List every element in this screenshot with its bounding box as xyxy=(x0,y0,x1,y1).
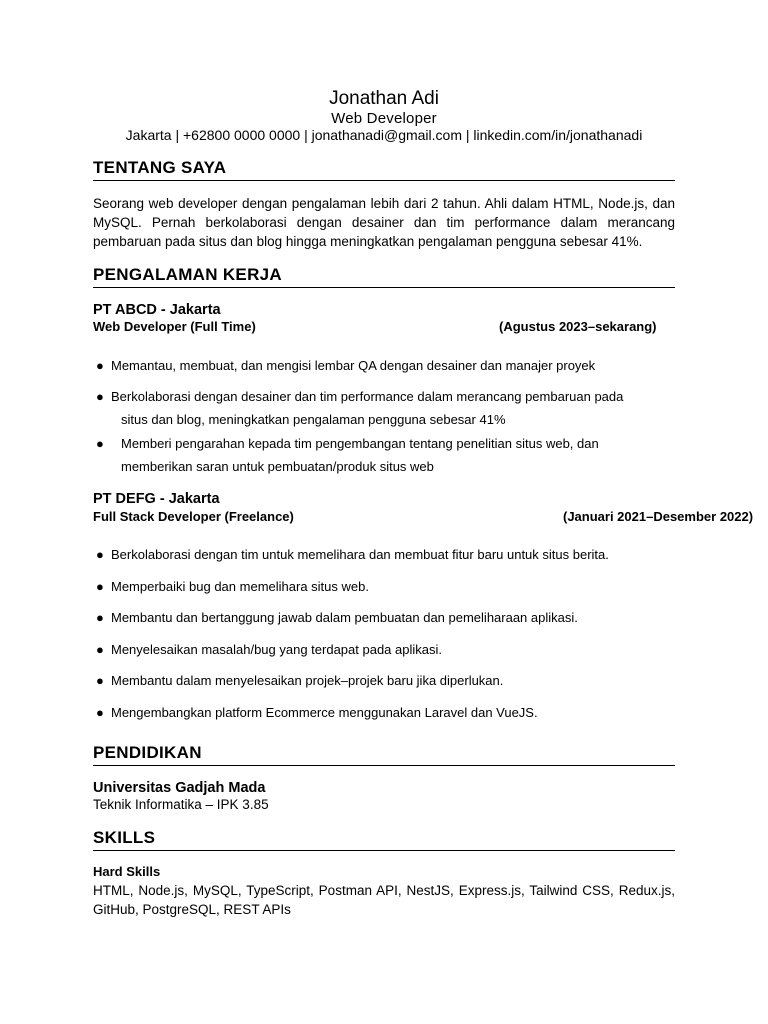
list-item: ● Memperbaiki bug dan memelihara situs web. xyxy=(96,575,369,598)
list-item: ● Berkolaborasi dengan tim untuk memelihara dan membuat fitur baru untuk situs berita. xyxy=(96,543,609,566)
job-position: Full Stack Developer (Freelance) xyxy=(93,509,294,524)
skills-list: HTML, Node.js, MySQL, TypeScript, Postman API, NestJS, Express.js, Tailwind CSS, Redux.js, GitHub, PostgreSQL, REST APIs xyxy=(93,883,675,917)
bullet-icon: ● xyxy=(96,642,104,657)
bullet-icon: ● xyxy=(96,389,104,404)
section-divider xyxy=(93,850,675,851)
section-title-experience: PENGALAMAN KERJA xyxy=(93,265,282,284)
list-item-continuation: situs dan blog, meningkatkan pengalaman pengguna sebesar 41% xyxy=(121,412,506,427)
job-period: (Agustus 2023–sekarang) xyxy=(499,319,657,334)
contact-info: Jakarta | +62800 0000 0000 | jonathanadi@gmail.com | linkedin.com/in/jonathanadi xyxy=(125,127,643,143)
list-item: ● Memantau, membuat, dan mengisi lembar QA dengan desainer dan manajer proyek xyxy=(96,354,595,377)
bullet-icon: ● xyxy=(96,436,104,451)
resume-name: Jonathan Adi xyxy=(329,88,439,109)
job-company: PT ABCD - Jakarta xyxy=(93,302,221,318)
list-item-continuation: memberikan saran untuk pembuatan/produk situs web xyxy=(121,459,434,474)
list-item: ● Membantu dan bertanggung jawab dalam pembuatan dan pemeliharaan aplikasi. xyxy=(96,606,578,629)
section-divider xyxy=(93,180,675,181)
skills-subtitle: Hard Skills xyxy=(93,864,161,879)
section-title-about: TENTANG SAYA xyxy=(93,158,227,177)
bullet-icon: ● xyxy=(96,579,104,594)
section-title-education: PENDIDIKAN xyxy=(93,743,202,762)
section-title-skills: SKILLS xyxy=(93,828,156,847)
list-item: ● Membantu dalam menyelesaikan projek–projek baru jika diperlukan. xyxy=(96,669,503,692)
list-item: ● Berkolaborasi dengan desainer dan tim performance dalam merancang pembaruan pada xyxy=(96,385,623,408)
bullet-icon: ● xyxy=(96,673,104,688)
job-company: PT DEFG - Jakarta xyxy=(93,491,220,507)
list-item: ● Mengembangkan platform Ecommerce menggunakan Laravel dan VueJS. xyxy=(96,701,538,724)
job-position: Web Developer (Full Time) xyxy=(93,319,256,334)
education-degree: Teknik Informatika – IPK 3.85 xyxy=(93,797,269,812)
section-divider xyxy=(93,765,675,766)
about-text: Seorang web developer dengan pengalaman lebih dari 2 tahun. Ahli dalam HTML, Node.js, dan MySQL. Pernah berkolaborasi dengan desainer dan tim performance dalam merancang pembaruan pada situs dan blog hingga meningkatkan pengalaman pengguna sebesar 41%. xyxy=(93,196,675,249)
list-item: ● Memberi pengarahan kepada tim pengembangan tentang penelitian situs web, dan xyxy=(96,432,599,455)
list-item: ● Menyelesaikan masalah/bug yang terdapat pada aplikasi. xyxy=(96,638,442,661)
resume-role: Web Developer xyxy=(331,110,437,127)
job-period: (Januari 2021–Desember 2022) xyxy=(563,509,754,524)
bullet-icon: ● xyxy=(96,610,104,625)
bullet-icon: ● xyxy=(96,358,104,373)
education-school: Universitas Gadjah Mada xyxy=(93,780,266,796)
bullet-icon: ● xyxy=(96,705,104,720)
bullet-icon: ● xyxy=(96,547,104,562)
section-divider xyxy=(93,287,675,288)
